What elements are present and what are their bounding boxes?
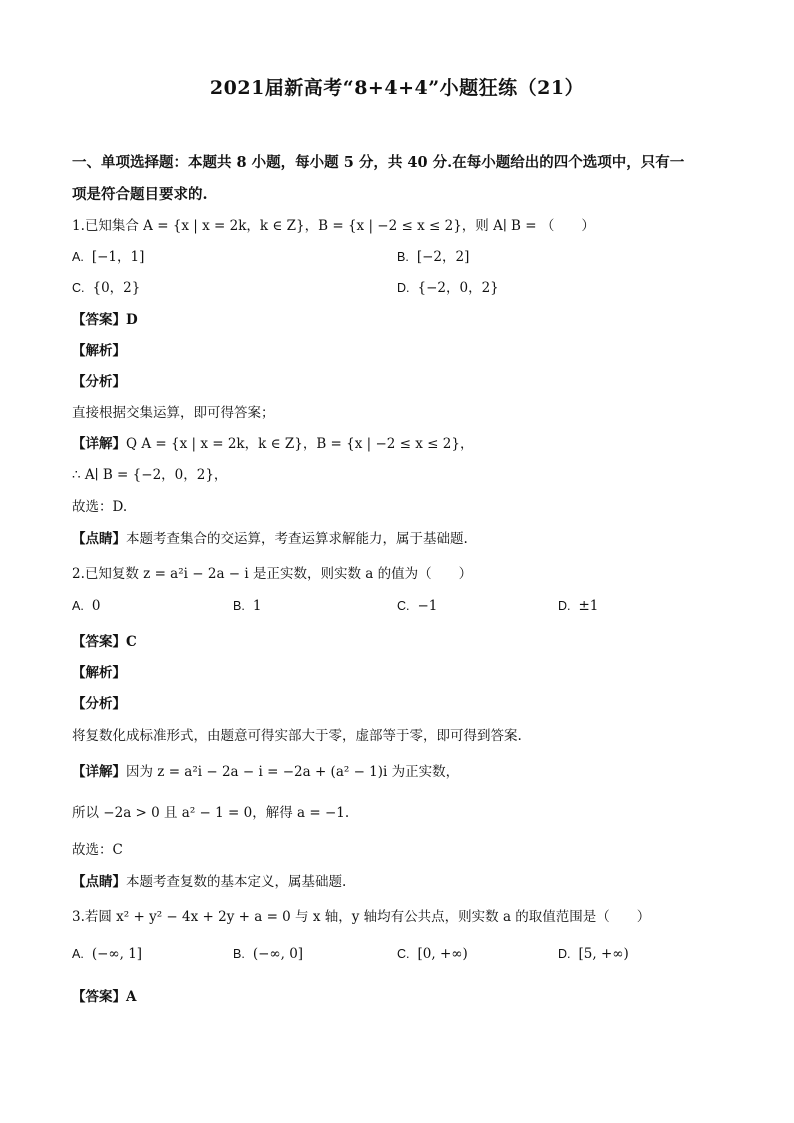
q3-option-a[interactable] bbox=[72, 946, 142, 962]
option-label: B. bbox=[397, 250, 409, 264]
q2-option-a[interactable] bbox=[72, 598, 100, 614]
comment-tag: 【点睛】 bbox=[72, 531, 126, 547]
q2-option-b[interactable] bbox=[233, 598, 261, 614]
comment-text: 本题考查复数的基本定义，属基础题. bbox=[126, 874, 347, 890]
detail-text: Q A = {x | x = 2k，k ∈ Z}，B = {x | −2 ≤ x ≤ 2}， bbox=[126, 436, 474, 452]
option-label: D. bbox=[397, 281, 410, 295]
answer-tag: 【答案】 bbox=[72, 312, 126, 328]
q1-analysis-tag: 【解析】 bbox=[72, 343, 126, 359]
option-label: C. bbox=[397, 947, 410, 961]
answer-value: A bbox=[126, 989, 137, 1005]
option-label: A. bbox=[72, 250, 84, 264]
option-text: −1 bbox=[417, 598, 438, 614]
q3-option-d[interactable] bbox=[558, 946, 629, 962]
q1-fenxi: 直接根据交集运算，即可得答案； bbox=[72, 405, 275, 421]
option-text: 1 bbox=[252, 598, 262, 614]
q3-option-c[interactable] bbox=[397, 946, 468, 962]
comment-text: 本题考查集合的交运算，考查运算求解能力，属于基础题. bbox=[126, 531, 468, 547]
option-text: [0, +∞) bbox=[417, 946, 468, 962]
option-text: {0，2} bbox=[92, 280, 141, 296]
section-heading-line2: 项是符合题目要求的. bbox=[72, 186, 208, 203]
detail-tag: 【详解】 bbox=[72, 764, 126, 780]
q2-comment bbox=[72, 870, 346, 890]
option-text: [−2，2] bbox=[416, 249, 470, 265]
option-text: (−∞, 0] bbox=[252, 946, 304, 962]
option-text: ±1 bbox=[578, 598, 599, 614]
option-text: (−∞, 1] bbox=[91, 946, 143, 962]
option-label: C. bbox=[72, 281, 85, 295]
question-2-stem: 2.已知复数 z = a²i − 2a − i 是正实数，则实数 a 的值为（ ） bbox=[72, 566, 473, 582]
q2-detail-2: 所以 −2a > 0 且 a² − 1 = 0，解得 a = −1. bbox=[72, 805, 350, 821]
answer-value: C bbox=[126, 634, 137, 650]
detail-tag: 【详解】 bbox=[72, 436, 126, 452]
q2-option-d[interactable] bbox=[558, 598, 598, 614]
q1-detail-1 bbox=[72, 432, 473, 452]
q2-analysis-tag: 【解析】 bbox=[72, 665, 126, 681]
option-label: D. bbox=[558, 599, 571, 613]
q1-fenxi-tag: 【分析】 bbox=[72, 374, 126, 390]
q2-fenxi-tag: 【分析】 bbox=[72, 696, 126, 712]
q1-option-d[interactable] bbox=[397, 276, 499, 296]
q1-choose: 故选：D. bbox=[72, 499, 128, 515]
q3-option-b[interactable] bbox=[233, 946, 303, 962]
option-text: [5, +∞) bbox=[578, 946, 629, 962]
answer-value: D bbox=[126, 312, 138, 328]
answer-tag: 【答案】 bbox=[72, 989, 126, 1005]
option-text: 0 bbox=[91, 598, 101, 614]
section-heading-line1: 一、单项选择题：本题共 8 小题，每小题 5 分，共 40 分.在每小题给出的四个选项中，只有一 bbox=[72, 154, 685, 171]
option-label: A. bbox=[72, 947, 84, 961]
q1-detail-2: ∴ A∣ B = {−2，0，2}， bbox=[72, 467, 228, 483]
q1-option-b[interactable] bbox=[397, 245, 469, 265]
option-label: D. bbox=[558, 947, 571, 961]
q2-detail-1 bbox=[72, 760, 459, 780]
option-text: [−1，1] bbox=[91, 249, 145, 265]
q1-option-a[interactable] bbox=[72, 245, 144, 265]
option-label: A. bbox=[72, 599, 84, 613]
q3-answer bbox=[72, 985, 136, 1005]
answer-tag: 【答案】 bbox=[72, 634, 126, 650]
option-label: C. bbox=[397, 599, 410, 613]
question-3-stem: 3.若圆 x² + y² − 4x + 2y + a = 0 与 x 轴，y 轴均有公共点，则实数 a 的取值范围是（ ） bbox=[72, 909, 651, 925]
q1-answer bbox=[72, 308, 138, 328]
option-label: B. bbox=[233, 599, 245, 613]
q2-option-c[interactable] bbox=[397, 598, 437, 614]
option-label: B. bbox=[233, 947, 245, 961]
q1-comment bbox=[72, 527, 468, 547]
option-text: {−2，0，2} bbox=[417, 280, 499, 296]
question-1-stem: 1.已知集合 A = {x | x = 2k，k ∈ Z}，B = {x | −2 ≤ x ≤ 2}，则 A∣ B = （ ） bbox=[72, 218, 595, 234]
page-title: 2021届新高考“8+4+4”小题狂练（21） bbox=[209, 77, 585, 99]
q2-fenxi: 将复数化成标准形式，由题意可得实部大于零，虚部等于零，即可得到答案. bbox=[72, 728, 522, 744]
q1-option-c[interactable] bbox=[72, 276, 140, 296]
q2-answer bbox=[72, 630, 137, 650]
comment-tag: 【点睛】 bbox=[72, 874, 126, 890]
detail-text: 因为 z = a²i − 2a − i = −2a + (a² − 1)i 为正实数， bbox=[126, 764, 460, 780]
q2-choose: 故选：C bbox=[72, 842, 123, 858]
